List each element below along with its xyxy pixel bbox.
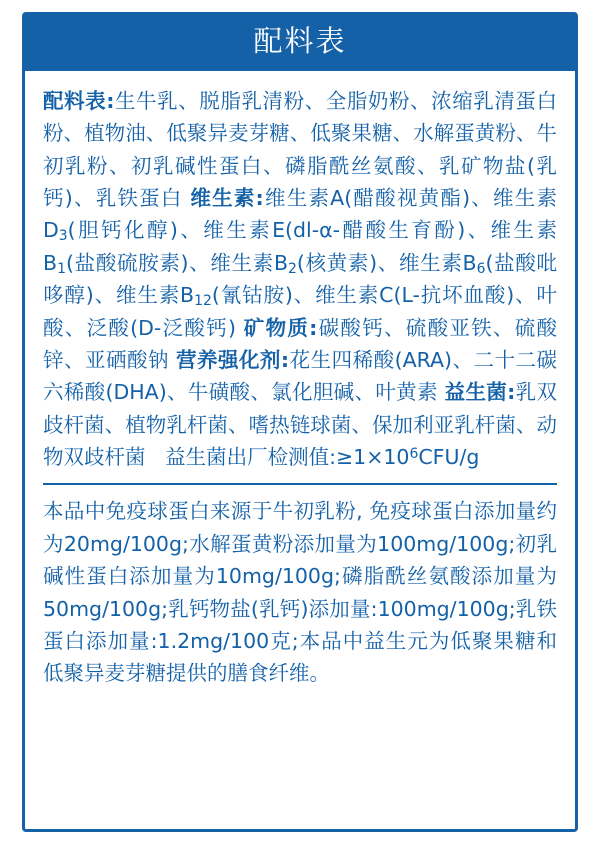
ingredients-panel (22, 12, 578, 832)
probiotics-text: 乳双歧杆菌、植物乳杆菌、嗜热链球菌、保加利亚乳杆菌、动物双歧杆菌 (43, 380, 557, 470)
probiotics-count-label: 益生菌出厂检测值: (165, 445, 336, 470)
probiotics-count-value (336, 445, 479, 469)
vitamin-b6-subscript: 6 (476, 260, 486, 277)
vitamin-b1-subscript: 1 (57, 260, 66, 277)
section-divider (43, 483, 557, 485)
probiotics-count-unit: CFU/g (418, 445, 480, 470)
notes-paragraph: 本品中免疫球蛋白来源于牛初乳粉, 免疫球蛋白添加量约为20mg/100g;水解蛋黄粉添加量为100mg/100g;初乳碱性蛋白添加量为10mg/100g;磷脂酰丝氨酸添加量为50mg/100g;乳钙物盐(乳钙)添加量:100mg/100g;乳铁蛋白添加量:1.2mg/100克;本品中益生元为低聚果糖和低聚异麦芽糖提供的膳食纤维。 (43, 499, 557, 686)
probiotics-label: 益生菌: (444, 380, 516, 405)
vitamins-text-f: (氰钴胺)、维生素C(L-抗坏血酸)、叶酸、泛酸(D-泛酸钙) (43, 283, 557, 340)
vitamins-text-b: (胆钙化醇)、维生素E(dl-α-醋酸生育酚)、维生素B (43, 218, 557, 275)
vitamins-text-d: (核黄素)、维生素B (296, 250, 477, 275)
ingredients-paragraph (43, 85, 557, 474)
vitamin-b12-subscript: 12 (194, 293, 212, 310)
ingredients-text: 生牛乳、脱脂乳清粉、全脂奶粉、浓缩乳清蛋白粉、植物油、低聚异麦芽糖、低聚果糖、水解蛋黄粉、牛初乳粉、初乳碱性蛋白、磷脂酰丝氨酸、乳矿物盐(乳钙)、乳铁蛋白 (43, 88, 558, 211)
vitamin-d3-subscript: 3 (58, 228, 68, 245)
minerals-label: 矿物质: (243, 315, 318, 340)
probiotics-count-exponent: 6 (409, 445, 419, 462)
vitamins-text-e: (盐酸吡哆醇)、维生素B (43, 250, 558, 308)
probiotics-count-number: ≥1×10 (335, 445, 410, 470)
panel-body (25, 71, 575, 829)
panel-title: 配料表 (25, 15, 575, 71)
vitamins-label: 维生素: (190, 186, 264, 211)
vitamins-text-a: 维生素A(醋酸视黄酯)、维生素D (43, 186, 557, 243)
minerals-text: 碳酸钙、硫酸亚铁、硫酸锌、亚硒酸钠 (43, 315, 557, 372)
vitamin-b2-subscript: 2 (288, 260, 297, 277)
fortifiers-label: 营养强化剂: (175, 347, 290, 372)
vitamins-text-c: (盐酸硫胺素)、维生素B (65, 250, 289, 275)
fortifiers-text: 花生四稀酸(ARA)、二十二碳六稀酸(DHA)、牛磺酸、氯化胆碱、叶黄素 (43, 347, 557, 405)
ingredients-label: 配料表: (43, 88, 115, 113)
